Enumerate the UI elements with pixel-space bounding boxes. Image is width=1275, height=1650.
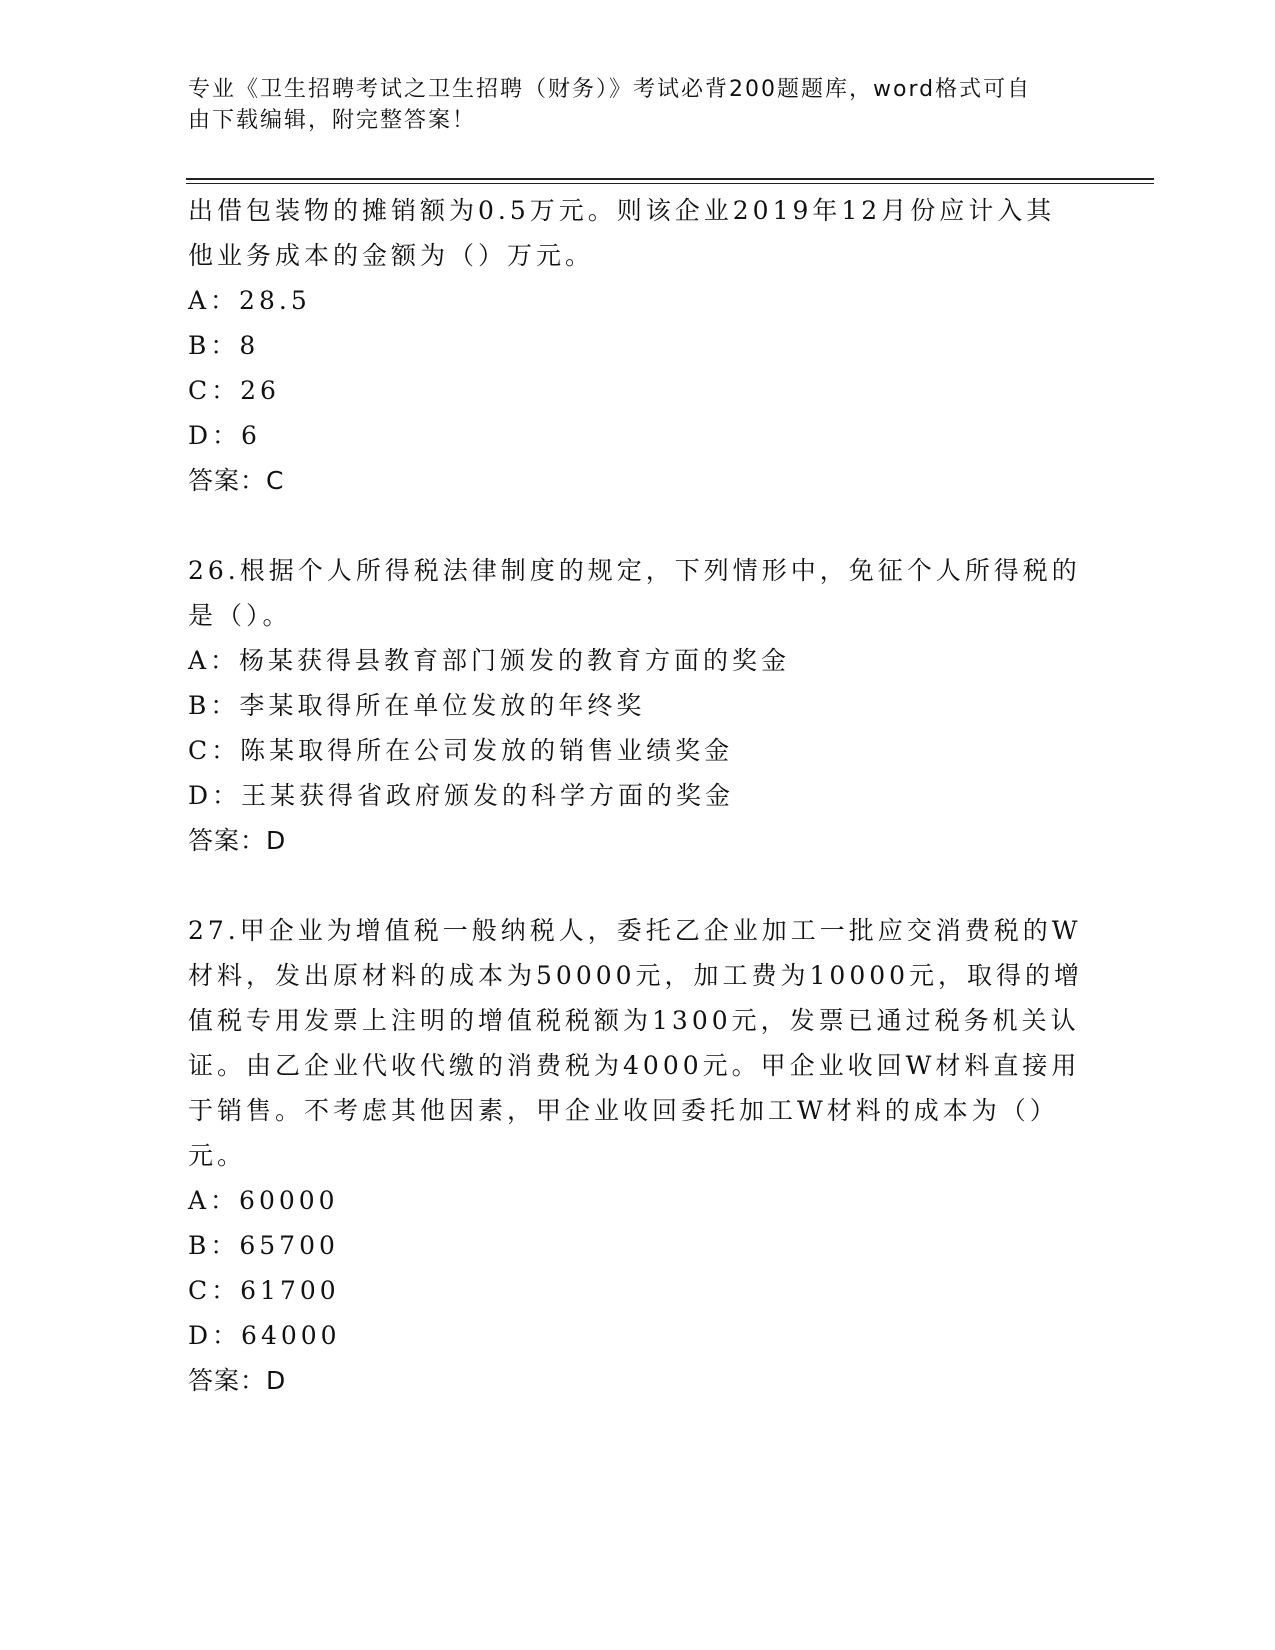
- option-b: B：65700: [188, 1231, 339, 1260]
- question-stem-line: 值税专用发票上注明的增值税税额为1300元，发票已通过税务机关认: [188, 1006, 1080, 1035]
- question-stem-line: 于销售。不考虑其他因素，甲企业收回委托加工W材料的成本为（）: [188, 1096, 1059, 1125]
- question-27: [188, 908, 1088, 1403]
- option-d: D：64000: [188, 1321, 341, 1350]
- question-stem-line: 出借包装物的摊销额为0.5万元。则该企业2019年12月份应计入其: [188, 196, 1056, 225]
- answer: 答案：C: [188, 466, 285, 495]
- document-header: [188, 74, 1068, 136]
- header-divider-thick: [186, 178, 1154, 180]
- header-line-1: 专业《卫生招聘考试之卫生招聘（财务）》考试必背200题题库，word格式可自: [188, 77, 1032, 102]
- spacer: [188, 503, 1088, 548]
- answer: 答案：D: [188, 1366, 287, 1395]
- question-stem-line: 材料，发出原材料的成本为50000元，加工费为10000元，取得的增: [188, 961, 1084, 990]
- header-divider-thin: [186, 183, 1154, 184]
- option-a: A：杨某获得县教育部门颁发的教育方面的奖金: [188, 646, 791, 675]
- option-a: A：60000: [188, 1186, 339, 1215]
- option-c: C：61700: [188, 1276, 340, 1305]
- option-a: A：28.5: [188, 286, 311, 315]
- option-d: D：6: [188, 421, 261, 450]
- question-stem-line: 27.甲企业为增值税一般纳税人，委托乙企业加工一批应交消费税的W: [188, 916, 1082, 945]
- spacer: [188, 863, 1088, 908]
- question-stem-line: 是（）。: [188, 601, 292, 630]
- header-line-2: 由下载编辑，附完整答案！: [188, 108, 477, 133]
- option-b: B：李某取得所在单位发放的年终奖: [188, 691, 646, 720]
- option-b: B：8: [188, 331, 260, 360]
- question-stem-line: 证。由乙企业代收代缴的消费税为4000元。甲企业收回W材料直接用: [188, 1051, 1081, 1080]
- option-d: D：王某获得省政府颁发的科学方面的奖金: [188, 781, 735, 810]
- question-stem-line: 他业务成本的金额为（）万元。: [188, 241, 595, 270]
- question-26: [188, 548, 1088, 863]
- answer: 答案：D: [188, 826, 287, 855]
- question-stem-line: 26.根据个人所得税法律制度的规定，下列情形中，免征个人所得税的: [188, 556, 1081, 585]
- question-list: [188, 188, 1088, 1403]
- option-c: C：26: [188, 376, 280, 405]
- question-stem-line: 元。: [188, 1141, 247, 1170]
- question-25: [188, 188, 1088, 503]
- option-c: C：陈某取得所在公司发放的销售业绩奖金: [188, 736, 734, 765]
